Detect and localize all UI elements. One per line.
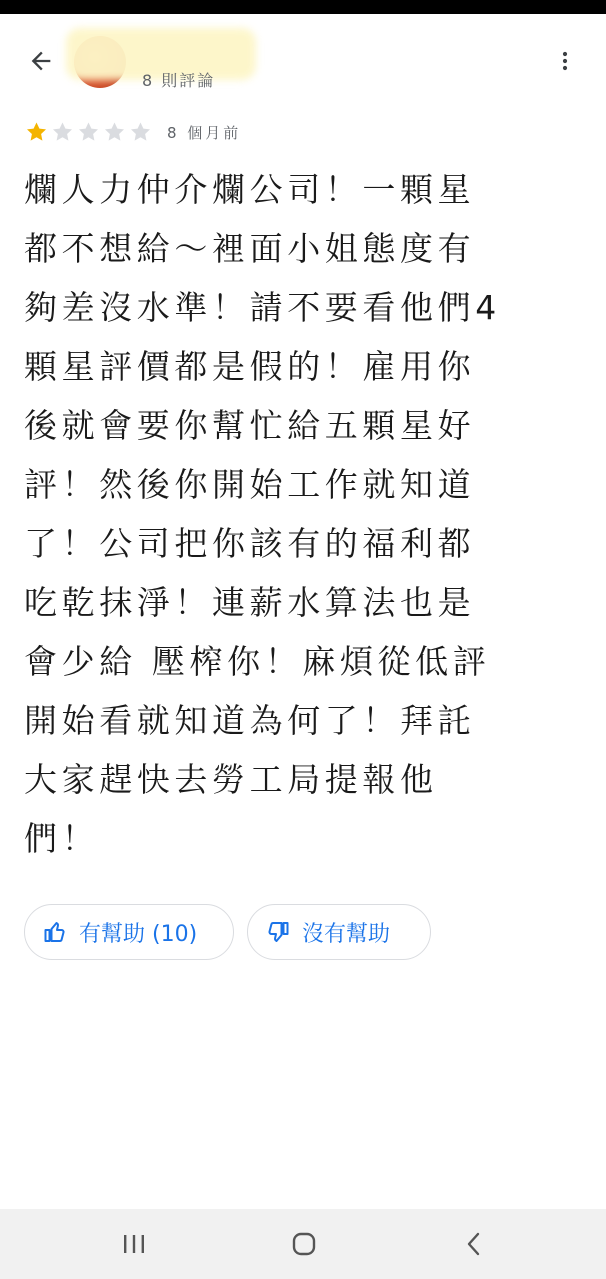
system-nav-bar — [0, 1209, 606, 1279]
reviewer-review-count: 8 則評論 — [142, 71, 216, 90]
helpful-button[interactable] — [24, 904, 234, 960]
rating-row — [24, 120, 241, 144]
not-helpful-label: 沒有幫助 — [302, 921, 391, 947]
star-icon — [76, 120, 101, 144]
not-helpful-button[interactable] — [247, 904, 431, 960]
review-text: 爛人力仲介爛公司！一顆星 都不想給～裡面小姐態度有 夠差沒水準！請不要看他們4 顆星評價都是假的！雇用你 後就會要你幫忙給五顆星好 評！然後你開始工作就知道 了！公司把你該有的福利都 吃乾抹淨！連薪水算法也是 會少給 壓榨你！麻煩從低評 開始看就知道為何了！拜託 大家趕快去勞工局提報他 們！ — [24, 170, 501, 858]
home-icon — [291, 1231, 317, 1257]
thumb-down-icon — [266, 920, 290, 944]
review-date: 8 個月前 — [167, 123, 242, 142]
home-button[interactable] — [284, 1229, 324, 1259]
thumb-up-icon — [43, 920, 67, 944]
back-button[interactable] — [24, 44, 58, 78]
status-bar — [0, 0, 606, 14]
recent-apps-button[interactable] — [114, 1229, 154, 1259]
nav-back-icon — [463, 1231, 485, 1257]
nav-back-button[interactable] — [454, 1229, 494, 1259]
star-icon — [102, 120, 127, 144]
review-header — [0, 14, 606, 114]
feedback-row — [24, 904, 431, 960]
star-icon — [50, 120, 75, 144]
helpful-label: 有幫助 (10) — [79, 921, 198, 947]
arrow-left-icon — [27, 47, 55, 75]
star-icon — [24, 120, 49, 144]
recent-apps-icon — [121, 1232, 147, 1256]
more-vert-icon — [553, 49, 577, 73]
star-rating — [24, 120, 153, 144]
more-options-button[interactable] — [550, 44, 580, 78]
star-icon — [128, 120, 153, 144]
